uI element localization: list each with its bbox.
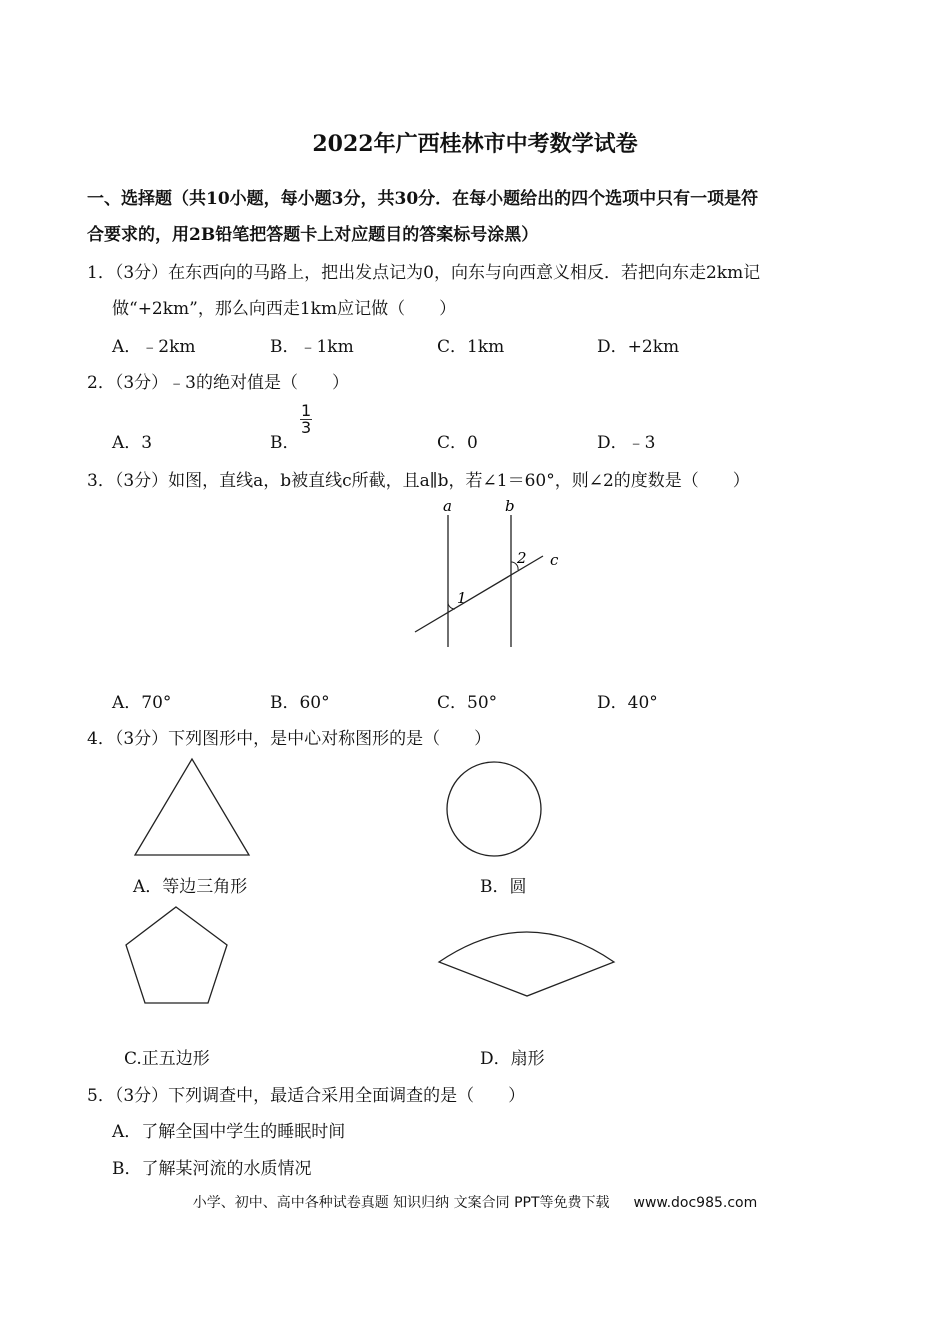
section-heading-line1: 一、选择题（共10小题，每小题3分，共30分．在每小题给出的四个选项中只有一项是符 [87, 189, 759, 209]
page-footer [0, 1192, 950, 1212]
line-c [415, 556, 543, 632]
triangle-figure [130, 755, 255, 860]
sector-figure [432, 918, 622, 1000]
q3-option-a[interactable]: A．70° [112, 693, 172, 713]
label-b: b [505, 497, 515, 515]
q2-option-d[interactable]: D．﹣3 [597, 433, 656, 453]
q5-option-b[interactable]: B．了解某河流的水质情况 [112, 1159, 312, 1179]
section-heading-line2: 合要求的，用2B铅笔把答题卡上对应题目的答案标号涂黑） [87, 225, 539, 245]
question-1-line2: 做“+2km”，那么向西走1km应记做（ ） [112, 299, 457, 319]
q2-fraction [300, 403, 312, 436]
fraction-numerator: 1 [301, 401, 312, 420]
pentagon-figure [120, 903, 235, 1008]
footer-url[interactable]: www.doc985.com [633, 1195, 758, 1211]
label-angle-1: 1 [457, 589, 467, 607]
question-4-line1: 4．（3分）下列图形中，是中心对称图形的是（ ） [87, 729, 492, 749]
fraction-denominator: 3 [301, 418, 312, 437]
question-1-line1: 1．（3分）在东西向的马路上，把出发点记为0，向东与向西意义相反．若把向东走2km记 [87, 263, 761, 283]
q4-option-a[interactable]: A．等边三角形 [133, 877, 248, 897]
q3-option-b[interactable]: B．60° [270, 693, 330, 713]
parallel-lines-figure [400, 495, 580, 655]
circle-figure [442, 757, 546, 861]
q2-option-b[interactable] [270, 428, 300, 453]
page-title: 2022年广西桂林市中考数学试卷 [312, 131, 638, 157]
q2-option-c[interactable]: C．0 [437, 433, 478, 453]
footer-text: 小学、初中、高中各种试卷真题 知识归纳 文案合同 PPT等免费下载 [192, 1195, 610, 1211]
equilateral-triangle [135, 759, 249, 855]
q4-option-c[interactable]: C.正五边形 [124, 1049, 210, 1069]
question-5-line1: 5．（3分）下列调查中，最适合采用全面调查的是（ ） [87, 1086, 526, 1106]
question-3-line1: 3．（3分）如图，直线a，b被直线c所截，且a∥b，若∠1＝60°，则∠2的度数是（ ） [87, 471, 750, 491]
q2-option-a[interactable]: A．3 [112, 433, 153, 453]
label-a: a [443, 497, 452, 515]
q4-option-d[interactable]: D．扇形 [480, 1049, 545, 1069]
label-c: c [550, 551, 559, 569]
q5-option-a[interactable]: A．了解全国中学生的睡眠时间 [112, 1122, 346, 1142]
circle-shape [447, 762, 541, 856]
q3-option-c[interactable]: C．50° [437, 693, 498, 713]
q1-option-d[interactable]: D．+2km [597, 337, 680, 357]
q1-option-c[interactable]: C．1km [437, 337, 505, 357]
q1-option-a[interactable]: A．﹣2km [112, 337, 196, 357]
q1-option-b[interactable]: B．﹣1km [270, 337, 354, 357]
angle-1-arc [448, 601, 455, 609]
q2-option-b-label: B． [270, 433, 300, 453]
regular-pentagon [126, 907, 227, 1003]
q4-option-b[interactable]: B．圆 [480, 877, 527, 897]
label-angle-2: 2 [517, 549, 527, 567]
question-2-line1: 2．（3分）﹣3的绝对值是（ ） [87, 373, 349, 393]
sector-shape [439, 932, 614, 996]
q3-option-d[interactable]: D．40° [597, 693, 658, 713]
